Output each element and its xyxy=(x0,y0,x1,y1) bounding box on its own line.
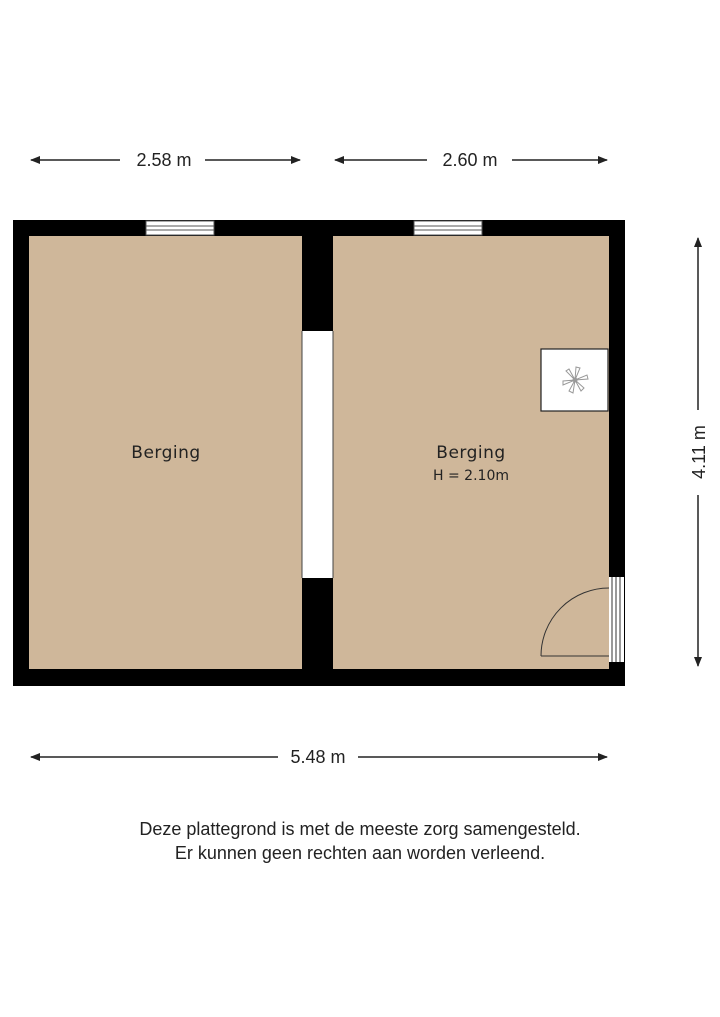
dimension-top-left xyxy=(31,150,300,170)
wall-opening xyxy=(302,331,333,578)
disclaimer-line-2: Er kunnen geen rechten aan worden verleend. xyxy=(174,843,546,863)
room-label-left: Berging xyxy=(131,443,201,463)
disclaimer xyxy=(0,817,720,865)
dimension-label: 2.60 m xyxy=(442,150,498,170)
fan-icon xyxy=(541,349,608,411)
disclaimer-line-1: Deze plattegrond is met de meeste zorg samengesteld. xyxy=(139,819,581,839)
window-right xyxy=(414,221,482,235)
dimension-right xyxy=(689,238,709,666)
dimension-label: 2.58 m xyxy=(136,150,192,170)
dimension-top-right xyxy=(335,150,607,170)
dimension-label: 5.48 m xyxy=(290,747,346,767)
room-label-right: Berging xyxy=(436,443,506,463)
dimension-bottom xyxy=(31,747,607,767)
room-height-label: H = 2.10m xyxy=(433,468,509,484)
dimension-label: 4.11 m xyxy=(689,425,709,479)
window-left xyxy=(146,221,214,235)
